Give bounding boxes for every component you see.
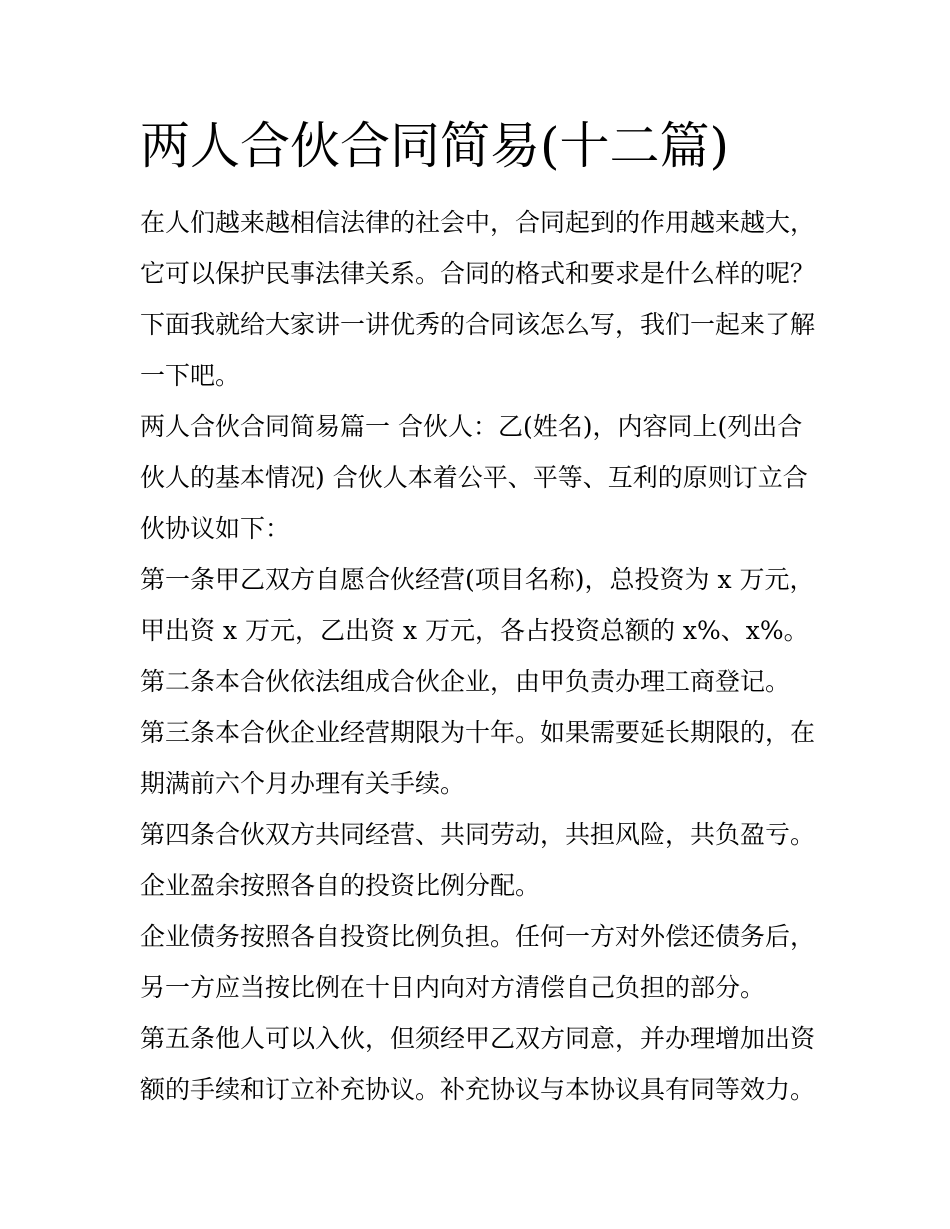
paragraph-article-5: 第五条他人可以入伙，但须经甲乙双方同意，并办理增加出资额的手续和订立补充协议。补充协议与本协议具有同等效力。	[140, 1024, 816, 1104]
paragraph-article-1: 第一条甲乙双方自愿合伙经营(项目名称)，总投资为 x 万元，甲出资 x 万元，乙出资 x 万元，各占投资总额的 x%、x%。	[140, 565, 815, 645]
paragraph-debts: 企业债务按照各自投资比例负担。任何一方对外偿还债务后，另一方应当按比例在十日内向对方清偿自己负担的部分。	[140, 922, 816, 1002]
paragraph-article-2: 第二条本合伙依法组成合伙企业，由甲负责办理工商登记。	[140, 667, 791, 696]
paragraph-partners: 两人合伙合同简易篇一 合伙人：乙(姓名)，内容同上(列出合伙人的基本情况) 合伙人本着公平、平等、互利的原则订立合伙协议如下：	[140, 412, 808, 543]
paragraph-article-3: 第三条本合伙企业经营期限为十年。如果需要延长期限的，在期满前六个月办理有关手续。	[140, 718, 816, 798]
paragraph-article-4: 第四条合伙双方共同经营、共同劳动，共担风险，共负盈亏。企业盈余按照各自的投资比例分配。	[140, 820, 816, 900]
paragraph-intro: 在人们越来越相信法律的社会中，合同起到的作用越来越大，它可以保护民事法律关系。合同的格式和要求是什么样的呢？下面我就给大家讲一讲优秀的合同该怎么写，我们一起来了解一下吧。	[140, 208, 816, 390]
document-title: 两人合伙合同简易(十二篇)	[140, 117, 730, 175]
document-body	[140, 197, 820, 1115]
